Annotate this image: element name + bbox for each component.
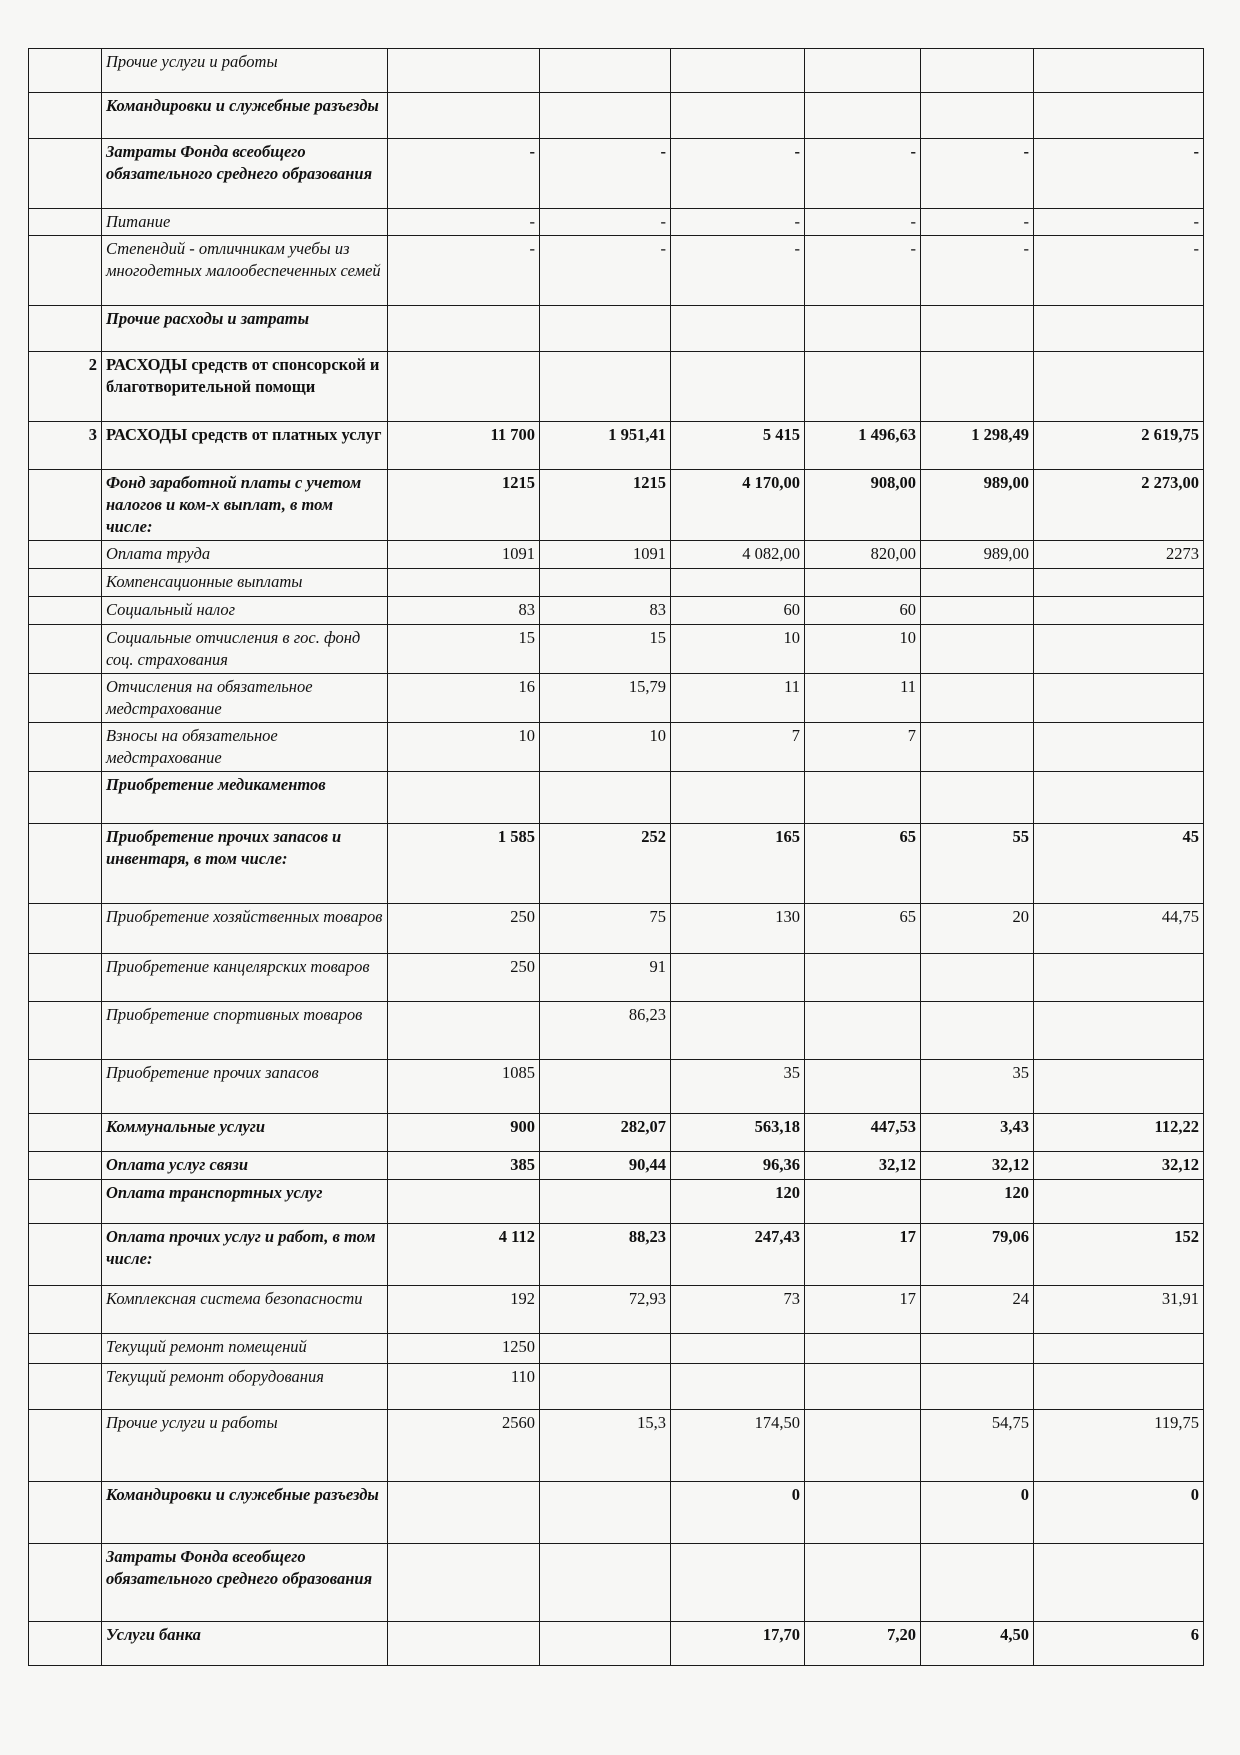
value-cell-col-3: 73 [671, 1286, 805, 1334]
value-cell-col-4: - [805, 209, 921, 236]
value-cell-col-3: 35 [671, 1060, 805, 1114]
value-cell-col-5: 35 [921, 1060, 1034, 1114]
value-cell-col-1: 16 [388, 674, 540, 723]
row-number: 2 [29, 352, 102, 422]
value-cell-col-3: 120 [671, 1180, 805, 1224]
value-cell-col-1: 250 [388, 904, 540, 954]
value-cell-col-2 [540, 352, 671, 422]
value-cell-col-6 [1034, 625, 1204, 674]
row-label: Степендий - отличникам учебы из многодетных малообеспеченных семей [102, 236, 388, 306]
table-row [29, 1334, 1204, 1364]
value-cell-col-6: 6 [1034, 1622, 1204, 1666]
value-cell-col-6 [1034, 1002, 1204, 1060]
value-cell-col-5 [921, 1544, 1034, 1622]
table-row [29, 49, 1204, 93]
value-cell-col-3 [671, 352, 805, 422]
value-cell-col-5 [921, 674, 1034, 723]
table-row [29, 209, 1204, 236]
value-cell-col-6 [1034, 352, 1204, 422]
value-cell-col-4: 820,00 [805, 541, 921, 569]
value-cell-col-1 [388, 1002, 540, 1060]
row-number [29, 541, 102, 569]
value-cell-col-3 [671, 1544, 805, 1622]
row-number [29, 1180, 102, 1224]
table-row [29, 1114, 1204, 1152]
value-cell-col-5: 32,12 [921, 1152, 1034, 1180]
value-cell-col-3: 174,50 [671, 1410, 805, 1482]
value-cell-col-1: 1250 [388, 1334, 540, 1364]
value-cell-col-5 [921, 306, 1034, 352]
value-cell-col-3: 563,18 [671, 1114, 805, 1152]
value-cell-col-6: 119,75 [1034, 1410, 1204, 1482]
table-row [29, 569, 1204, 597]
value-cell-col-1 [388, 1180, 540, 1224]
row-number [29, 1224, 102, 1286]
value-cell-col-3: 4 082,00 [671, 541, 805, 569]
row-number [29, 306, 102, 352]
value-cell-col-4 [805, 93, 921, 139]
value-cell-col-2 [540, 306, 671, 352]
value-cell-col-1 [388, 569, 540, 597]
value-cell-col-5: 4,50 [921, 1622, 1034, 1666]
value-cell-col-6: 31,91 [1034, 1286, 1204, 1334]
value-cell-col-3 [671, 306, 805, 352]
value-cell-col-6: 32,12 [1034, 1152, 1204, 1180]
table-row [29, 1002, 1204, 1060]
value-cell-col-2: 252 [540, 824, 671, 904]
value-cell-col-6 [1034, 93, 1204, 139]
value-cell-col-6: 44,75 [1034, 904, 1204, 954]
row-label: Командировки и служебные разъезды [102, 1482, 388, 1544]
value-cell-col-3: - [671, 139, 805, 209]
value-cell-col-3: 17,70 [671, 1622, 805, 1666]
value-cell-col-2: 86,23 [540, 1002, 671, 1060]
value-cell-col-1: 11 700 [388, 422, 540, 470]
budget-table-sheet [28, 48, 1203, 1666]
value-cell-col-2 [540, 93, 671, 139]
table-row [29, 93, 1204, 139]
row-number [29, 1286, 102, 1334]
row-label: Фонд заработной платы с учетом налогов и ком-х выплат, в том числе: [102, 470, 388, 541]
value-cell-col-1: - [388, 139, 540, 209]
value-cell-col-2 [540, 1544, 671, 1622]
table-body [29, 49, 1204, 1666]
value-cell-col-3: 247,43 [671, 1224, 805, 1286]
value-cell-col-4 [805, 1410, 921, 1482]
value-cell-col-2 [540, 1482, 671, 1544]
table-row [29, 1622, 1204, 1666]
row-number [29, 1060, 102, 1114]
row-number [29, 1544, 102, 1622]
row-number [29, 1364, 102, 1410]
table-row [29, 1152, 1204, 1180]
value-cell-col-1: 83 [388, 597, 540, 625]
value-cell-col-1 [388, 1544, 540, 1622]
value-cell-col-1 [388, 49, 540, 93]
value-cell-col-2: 282,07 [540, 1114, 671, 1152]
row-label: Текущий ремонт помещений [102, 1334, 388, 1364]
value-cell-col-6 [1034, 597, 1204, 625]
value-cell-col-6: 152 [1034, 1224, 1204, 1286]
value-cell-col-5 [921, 569, 1034, 597]
value-cell-col-2: 72,93 [540, 1286, 671, 1334]
value-cell-col-5 [921, 1002, 1034, 1060]
value-cell-col-2: 75 [540, 904, 671, 954]
value-cell-col-4: 65 [805, 904, 921, 954]
value-cell-col-5 [921, 772, 1034, 824]
value-cell-col-2: - [540, 236, 671, 306]
value-cell-col-6: 0 [1034, 1482, 1204, 1544]
value-cell-col-3 [671, 954, 805, 1002]
value-cell-col-2 [540, 1622, 671, 1666]
value-cell-col-1: 385 [388, 1152, 540, 1180]
value-cell-col-3: 10 [671, 625, 805, 674]
value-cell-col-6: 45 [1034, 824, 1204, 904]
table-row [29, 470, 1204, 541]
table-row [29, 1482, 1204, 1544]
value-cell-col-4: 11 [805, 674, 921, 723]
table-row [29, 954, 1204, 1002]
value-cell-col-3 [671, 1364, 805, 1410]
value-cell-col-5: - [921, 236, 1034, 306]
row-number [29, 904, 102, 954]
value-cell-col-1 [388, 306, 540, 352]
value-cell-col-3: 60 [671, 597, 805, 625]
value-cell-col-6 [1034, 1334, 1204, 1364]
row-label: Приобретение медикаментов [102, 772, 388, 824]
value-cell-col-1: - [388, 236, 540, 306]
row-label: Оплата услуг связи [102, 1152, 388, 1180]
row-number [29, 1002, 102, 1060]
value-cell-col-2: 83 [540, 597, 671, 625]
row-label: Приобретение хозяйственных товаров [102, 904, 388, 954]
value-cell-col-3 [671, 569, 805, 597]
row-label: Затраты Фонда всеобщего обязательного среднего образования [102, 139, 388, 209]
value-cell-col-6: - [1034, 236, 1204, 306]
row-label: Приобретение канцелярских товаров [102, 954, 388, 1002]
table-row [29, 1544, 1204, 1622]
value-cell-col-1: 2560 [388, 1410, 540, 1482]
value-cell-col-5: 54,75 [921, 1410, 1034, 1482]
row-number [29, 824, 102, 904]
value-cell-col-1: 110 [388, 1364, 540, 1410]
value-cell-col-3 [671, 772, 805, 824]
value-cell-col-6 [1034, 1544, 1204, 1622]
value-cell-col-1: 4 112 [388, 1224, 540, 1286]
expenses-table [28, 48, 1204, 1666]
row-label: Оплата транспортных услуг [102, 1180, 388, 1224]
value-cell-col-5 [921, 597, 1034, 625]
row-label: Коммунальные услуги [102, 1114, 388, 1152]
value-cell-col-5: 24 [921, 1286, 1034, 1334]
row-number: 3 [29, 422, 102, 470]
value-cell-col-3: 5 415 [671, 422, 805, 470]
value-cell-col-5: 120 [921, 1180, 1034, 1224]
value-cell-col-6: 112,22 [1034, 1114, 1204, 1152]
value-cell-col-5 [921, 723, 1034, 772]
value-cell-col-3 [671, 1002, 805, 1060]
value-cell-col-3 [671, 1334, 805, 1364]
value-cell-col-6 [1034, 772, 1204, 824]
value-cell-col-6 [1034, 723, 1204, 772]
row-number [29, 1334, 102, 1364]
value-cell-col-5: 1 298,49 [921, 422, 1034, 470]
value-cell-col-1 [388, 1482, 540, 1544]
value-cell-col-5: 55 [921, 824, 1034, 904]
table-row [29, 1286, 1204, 1334]
value-cell-col-1 [388, 1622, 540, 1666]
value-cell-col-2 [540, 772, 671, 824]
row-number [29, 236, 102, 306]
row-label: РАСХОДЫ средств от спонсорской и благотворительной помощи [102, 352, 388, 422]
value-cell-col-2: 15 [540, 625, 671, 674]
value-cell-col-5 [921, 49, 1034, 93]
value-cell-col-3: - [671, 209, 805, 236]
table-row [29, 422, 1204, 470]
value-cell-col-2: 90,44 [540, 1152, 671, 1180]
row-label: Прочие расходы и затраты [102, 306, 388, 352]
value-cell-col-6: 2 273,00 [1034, 470, 1204, 541]
value-cell-col-4: 10 [805, 625, 921, 674]
row-number [29, 1114, 102, 1152]
value-cell-col-2 [540, 1060, 671, 1114]
value-cell-col-1: 1 585 [388, 824, 540, 904]
value-cell-col-1: 1215 [388, 470, 540, 541]
row-number [29, 1152, 102, 1180]
value-cell-col-4 [805, 954, 921, 1002]
row-number [29, 1482, 102, 1544]
value-cell-col-6: 2 619,75 [1034, 422, 1204, 470]
row-label: Прочие услуги и работы [102, 49, 388, 93]
value-cell-col-1 [388, 352, 540, 422]
value-cell-col-2 [540, 49, 671, 93]
value-cell-col-4: 908,00 [805, 470, 921, 541]
value-cell-col-5 [921, 625, 1034, 674]
value-cell-col-3 [671, 49, 805, 93]
value-cell-col-4: 447,53 [805, 1114, 921, 1152]
value-cell-col-2: 91 [540, 954, 671, 1002]
value-cell-col-4: - [805, 139, 921, 209]
value-cell-col-3: 4 170,00 [671, 470, 805, 541]
value-cell-col-2: 1 951,41 [540, 422, 671, 470]
table-row [29, 772, 1204, 824]
value-cell-col-2: - [540, 209, 671, 236]
row-number [29, 470, 102, 541]
value-cell-col-6: 2273 [1034, 541, 1204, 569]
value-cell-col-1: - [388, 209, 540, 236]
row-label: Командировки и служебные разъезды [102, 93, 388, 139]
value-cell-col-6 [1034, 49, 1204, 93]
value-cell-col-3: 130 [671, 904, 805, 954]
value-cell-col-3: - [671, 236, 805, 306]
table-row [29, 904, 1204, 954]
row-label: Оплата труда [102, 541, 388, 569]
value-cell-col-6 [1034, 674, 1204, 723]
row-label: РАСХОДЫ средств от платных услуг [102, 422, 388, 470]
row-label: Затраты Фонда всеобщего обязательного среднего образования [102, 1544, 388, 1622]
value-cell-col-1: 192 [388, 1286, 540, 1334]
row-number [29, 674, 102, 723]
value-cell-col-6: - [1034, 139, 1204, 209]
value-cell-col-5: - [921, 209, 1034, 236]
value-cell-col-5: 20 [921, 904, 1034, 954]
value-cell-col-3 [671, 93, 805, 139]
value-cell-col-5: 989,00 [921, 470, 1034, 541]
value-cell-col-2: 1091 [540, 541, 671, 569]
row-label: Текущий ремонт оборудования [102, 1364, 388, 1410]
value-cell-col-5 [921, 1364, 1034, 1410]
table-row [29, 674, 1204, 723]
value-cell-col-5 [921, 93, 1034, 139]
value-cell-col-2: 15,79 [540, 674, 671, 723]
value-cell-col-4: 7,20 [805, 1622, 921, 1666]
table-row [29, 1060, 1204, 1114]
value-cell-col-4 [805, 1002, 921, 1060]
row-number [29, 954, 102, 1002]
value-cell-col-4 [805, 772, 921, 824]
row-label: Услуги банка [102, 1622, 388, 1666]
value-cell-col-2 [540, 1364, 671, 1410]
table-row [29, 1364, 1204, 1410]
value-cell-col-2: - [540, 139, 671, 209]
value-cell-col-1 [388, 93, 540, 139]
value-cell-col-4 [805, 1060, 921, 1114]
value-cell-col-2 [540, 1180, 671, 1224]
value-cell-col-4: - [805, 236, 921, 306]
value-cell-col-2: 1215 [540, 470, 671, 541]
row-label: Комплексная система безопасности [102, 1286, 388, 1334]
value-cell-col-1: 15 [388, 625, 540, 674]
value-cell-col-4 [805, 1544, 921, 1622]
row-number [29, 1410, 102, 1482]
row-number [29, 569, 102, 597]
value-cell-col-3: 165 [671, 824, 805, 904]
row-number [29, 625, 102, 674]
table-row [29, 1410, 1204, 1482]
value-cell-col-4: 60 [805, 597, 921, 625]
row-label: Взносы на обязательное медстрахование [102, 723, 388, 772]
row-label: Социальные отчисления в гос. фонд соц. страхования [102, 625, 388, 674]
table-row [29, 306, 1204, 352]
value-cell-col-5 [921, 1334, 1034, 1364]
row-number [29, 209, 102, 236]
value-cell-col-4: 1 496,63 [805, 422, 921, 470]
table-row [29, 723, 1204, 772]
table-row [29, 824, 1204, 904]
value-cell-col-5 [921, 954, 1034, 1002]
table-row [29, 139, 1204, 209]
table-row [29, 597, 1204, 625]
value-cell-col-5: 989,00 [921, 541, 1034, 569]
row-number [29, 1622, 102, 1666]
value-cell-col-4 [805, 352, 921, 422]
table-row [29, 625, 1204, 674]
value-cell-col-4: 17 [805, 1224, 921, 1286]
value-cell-col-1 [388, 772, 540, 824]
value-cell-col-4 [805, 1364, 921, 1410]
value-cell-col-6 [1034, 306, 1204, 352]
value-cell-col-5: 0 [921, 1482, 1034, 1544]
value-cell-col-2: 15,3 [540, 1410, 671, 1482]
row-number [29, 723, 102, 772]
row-number [29, 597, 102, 625]
row-number [29, 93, 102, 139]
value-cell-col-6 [1034, 1180, 1204, 1224]
value-cell-col-5: 3,43 [921, 1114, 1034, 1152]
row-label: Прочие услуги и работы [102, 1410, 388, 1482]
value-cell-col-4 [805, 306, 921, 352]
value-cell-col-1: 1085 [388, 1060, 540, 1114]
table-row [29, 236, 1204, 306]
row-label: Оплата прочих услуг и работ, в том числе: [102, 1224, 388, 1286]
value-cell-col-5: - [921, 139, 1034, 209]
row-label: Приобретение спортивных товаров [102, 1002, 388, 1060]
row-label: Питание [102, 209, 388, 236]
table-row [29, 1180, 1204, 1224]
value-cell-col-6 [1034, 1060, 1204, 1114]
value-cell-col-3: 96,36 [671, 1152, 805, 1180]
value-cell-col-2 [540, 569, 671, 597]
value-cell-col-5 [921, 352, 1034, 422]
value-cell-col-4 [805, 1482, 921, 1544]
value-cell-col-1: 250 [388, 954, 540, 1002]
value-cell-col-3: 7 [671, 723, 805, 772]
value-cell-col-3: 0 [671, 1482, 805, 1544]
table-row [29, 352, 1204, 422]
row-number [29, 49, 102, 93]
row-number [29, 772, 102, 824]
value-cell-col-4 [805, 1334, 921, 1364]
value-cell-col-6 [1034, 569, 1204, 597]
value-cell-col-4: 7 [805, 723, 921, 772]
value-cell-col-4 [805, 49, 921, 93]
row-label: Приобретение прочих запасов [102, 1060, 388, 1114]
value-cell-col-1: 1091 [388, 541, 540, 569]
value-cell-col-4 [805, 1180, 921, 1224]
value-cell-col-5: 79,06 [921, 1224, 1034, 1286]
row-number [29, 139, 102, 209]
value-cell-col-6 [1034, 1364, 1204, 1410]
table-row [29, 1224, 1204, 1286]
row-label: Компенсационные выплаты [102, 569, 388, 597]
value-cell-col-4 [805, 569, 921, 597]
value-cell-col-3: 11 [671, 674, 805, 723]
value-cell-col-4: 17 [805, 1286, 921, 1334]
row-label: Отчисления на обязательное медстрахование [102, 674, 388, 723]
value-cell-col-6: - [1034, 209, 1204, 236]
row-label: Приобретение прочих запасов и инвентаря, в том числе: [102, 824, 388, 904]
table-row [29, 541, 1204, 569]
value-cell-col-4: 32,12 [805, 1152, 921, 1180]
value-cell-col-4: 65 [805, 824, 921, 904]
value-cell-col-2: 88,23 [540, 1224, 671, 1286]
row-label: Социальный налог [102, 597, 388, 625]
value-cell-col-1: 10 [388, 723, 540, 772]
value-cell-col-2 [540, 1334, 671, 1364]
value-cell-col-6 [1034, 954, 1204, 1002]
value-cell-col-1: 900 [388, 1114, 540, 1152]
value-cell-col-2: 10 [540, 723, 671, 772]
